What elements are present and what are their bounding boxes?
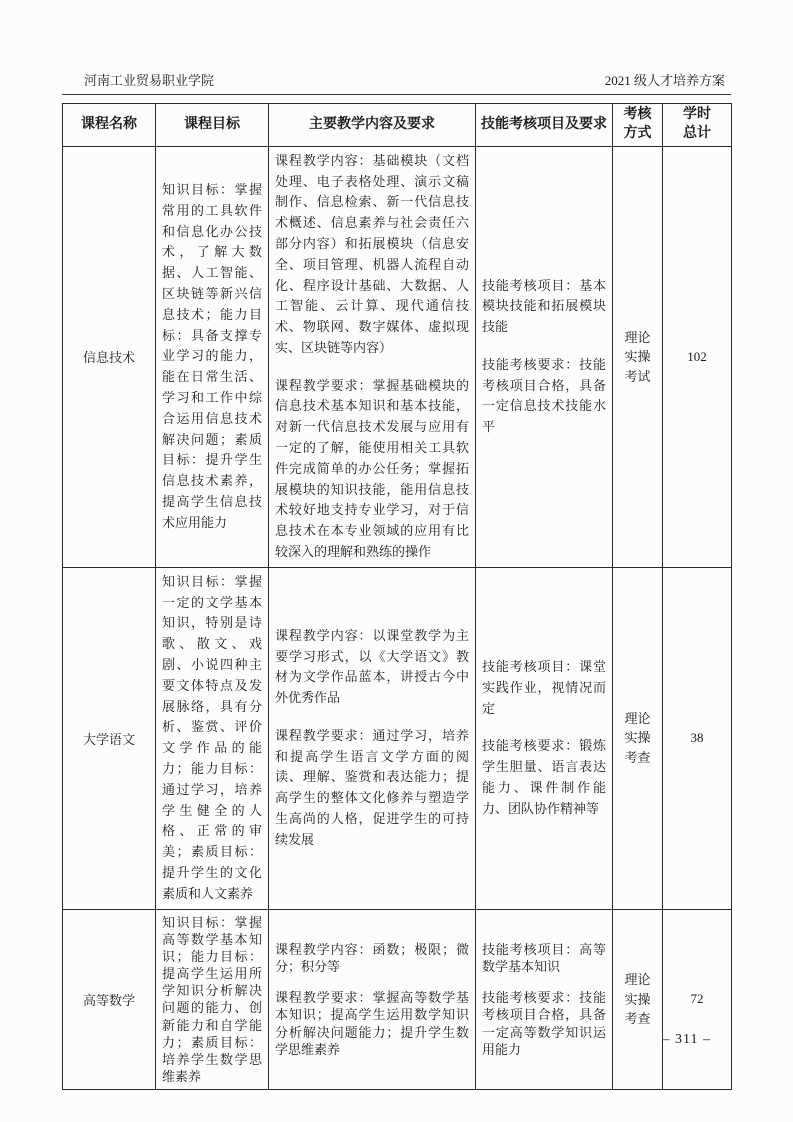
assessment-item-paragraph: 技能考核项目：基本模块技能和拓展模块技能: [482, 277, 606, 335]
column-header-assessment: 技能考核项目及要求: [476, 104, 613, 147]
page-number: – 311 –: [662, 1032, 711, 1047]
teaching-content-paragraph: 课程教学内容：基础模块（文档处理、电子表格处理、演示文稿制作、信息检索、新一代信息技术概述、信息素养与社会责任六部分内容）和拓展模块（信息安全、项目管理、机器人流程自动化、程序设计基础、大数据、人工智能、云计算、现代通信技术、物联网、数字媒体、虚拟现实、区块链等内容）: [275, 152, 469, 355]
course-table: [62, 103, 732, 1090]
assessment-item-paragraph: 技能考核项目：课堂实践作业，视情况而定: [482, 658, 606, 716]
course-objectives-cell: [156, 909, 269, 1090]
course-name-cell: 信息技术: [63, 146, 156, 567]
assessment-method-cell: 理论 实操 考试: [613, 146, 663, 567]
column-header-total-hours: 学时总计: [663, 104, 732, 147]
assessment-requirement-paragraph: 技能考核要求：技能考核项目合格，具备一定信息技术技能水平: [482, 356, 606, 435]
objectives-text: 知识目标：掌握高等数学基本知识；能力目标：提高学生运用所学知识分析解决问题的能力、创新能力和自学能力；素质目标：培养学生数学思维素养: [162, 914, 262, 1084]
total-hours-cell: 38: [663, 567, 732, 909]
column-header-method: 考核方式: [613, 104, 663, 147]
header-school-name: 河南工业贸易职业学院: [84, 73, 215, 88]
objectives-text: 知识目标：掌握常用的工具软件和信息化办公技术，了解大数据、人工智能、区块链等新兴信息技术；能力目标：具备支撑专业学习的能力，能在日常生活、学习和工作中综合运用信息技术解决问题；素质目标：提升学生信息技术素养，提高学生信息技术应用能力: [162, 182, 262, 530]
skill-assessment-cell: [476, 146, 613, 567]
teaching-content-cell: [269, 567, 476, 909]
objectives-text: 知识目标：掌握一定的文学基本知识，特别是诗歌、散文、戏剧、小说四种主要文体特点及发展脉络，具有分析、鉴赏、评价文学作品的能力；能力目标：通过学习，培养学生健全的人格、正常的审美；素质目标：提升学生的文化素质和人文素养: [162, 573, 262, 901]
assessment-item-paragraph: 技能考核项目：高等数学基本知识: [482, 941, 606, 974]
page-header: [62, 70, 731, 95]
teaching-content-cell: [269, 909, 476, 1090]
teaching-content-cell: [269, 146, 476, 567]
total-hours-cell: 72: [663, 909, 732, 1090]
total-hours-cell: 102: [663, 146, 732, 567]
column-header-objectives: 课程目标: [156, 104, 269, 147]
course-row-advanced-mathematics: [63, 909, 732, 1090]
course-row-information-technology: [63, 146, 732, 567]
course-objectives-cell: [156, 567, 269, 909]
header-plan-title: 2021 级人才培养方案: [604, 73, 725, 88]
table-header-row: [63, 104, 732, 147]
column-header-content: 主要教学内容及要求: [269, 104, 476, 147]
skill-assessment-cell: [476, 909, 613, 1090]
assessment-method-cell: 理论 实操 考查: [613, 567, 663, 909]
teaching-requirement-paragraph: 课程教学要求：掌握高等数学基本知识；提高学生运用数学知识分析解决问题能力；提升学生数学思维素养: [275, 990, 469, 1057]
course-row-college-chinese: [63, 567, 732, 909]
course-name-cell: 大学语文: [63, 567, 156, 909]
course-name-cell: 高等数学: [63, 909, 156, 1090]
teaching-content-paragraph: 课程教学内容：以课堂教学为主要学习形式，以《大学语文》教材为文学作品蓝本，讲授古今中外优秀作品: [275, 627, 469, 706]
assessment-method-cell: 理论 实操 考查: [613, 909, 663, 1090]
course-objectives-cell: [156, 146, 269, 567]
teaching-content-paragraph: 课程教学内容：函数；极限；微分；积分等: [275, 941, 469, 974]
column-header-course-name: 课程名称: [63, 104, 156, 147]
assessment-requirement-paragraph: 技能考核要求：锻炼学生胆量、语言表达能力、课件制作能力、团队协作精神等: [482, 738, 606, 816]
teaching-requirement-paragraph: 课程教学要求：掌握基础模块的信息技术基本知识和基本技能，对新一代信息技术发展与应用有一定的了解，能使用相关工具软件完成简单的办公任务；掌握拓展模块的知识技能，能用信息技术较好地支持专业学习，对于信息技术在本专业领域的应用有比较深入的理解和熟练的操作: [275, 377, 469, 560]
skill-assessment-cell: [476, 567, 613, 909]
assessment-requirement-paragraph: 技能考核要求：技能考核项目合格，具备一定高等数学知识运用能力: [482, 990, 606, 1057]
teaching-requirement-paragraph: 课程教学要求：通过学习，培养和提高学生语言文学方面的阅读、理解、鉴赏和表达能力；提高学生的整体文化修养与塑造学生高尚的人格，促进学生的可持续发展: [275, 727, 469, 847]
